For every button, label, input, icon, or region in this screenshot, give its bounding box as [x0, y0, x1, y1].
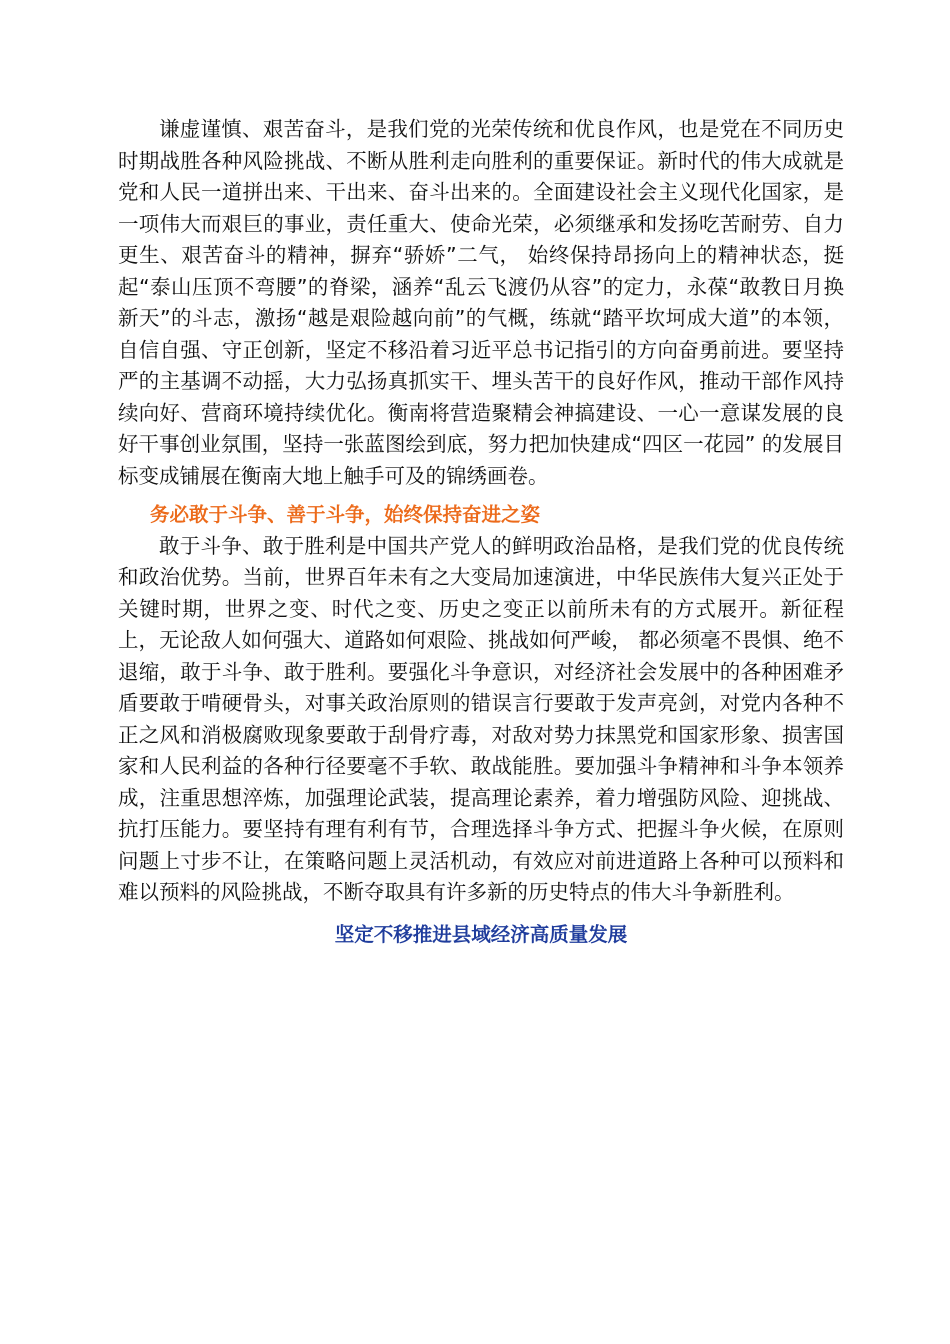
document-page: [118, 114, 844, 950]
section-heading-economy: 坚定不移推进县域经济高质量发展: [334, 922, 628, 946]
section-heading-struggle: 务必敢于斗争、善于斗争，始终保持奋进之姿: [150, 503, 541, 526]
paragraph-1: 谦虚谨慎、艰苦奋斗，是我们党的光荣传统和优良作风，也是党在不同历史时期战胜各种风险挑战、不断从胜利走向胜利的重要保证。新时代的伟大成就是党和人民一道拼出来、干出来、奋斗出来的。全面建设社会主义现代化国家，是一项伟大而艰巨的事业，责任重大、使命光荣，必须继承和发扬吃苦耐劳、自力更生、艰苦奋斗的精神，摒弃“骄娇”二气， 始终保持昂扬向上的精神状态，挺起“泰山压顶不弯腰”的脊梁，涵养“乱云飞渡仍从容”的定力，永葆“敢教日月换新天”的斗志，激扬“越是艰险越向前”的气概，练就“踏平坎坷成大道”的本领，自信自强、守正创新，坚定不移沿着习近平总书记指引的方向奋勇前进。要坚持严的主基调不动摇，大力弘扬真抓实干、埋头苦干的良好作风，推动干部作风持续向好、营商环境持续优化。衡南将营造聚精会神搞建设、一心一意谋发展的良好干事创业氛围，坚持一张蓝图绘到底，努力把加快建成“四区一花园” 的发展目标变成铺展在衡南大地上触手可及的锦绣画卷。: [118, 117, 844, 488]
paragraph-2: 敢于斗争、敢于胜利是中国共产党人的鲜明政治品格，是我们党的优良传统和政治优势。当前，世界百年未有之大变局加速演进，中华民族伟大复兴正处于关键时期，世界之变、时代之变、历史之变正以前所未有的方式展开。新征程上，无论敌人如何强大、道路如何艰险、挑战如何严峻， 都必须毫不畏惧、绝不退缩，敢于斗争、敢于胜利。要强化斗争意识，对经济社会发展中的各种困难矛盾要敢于啃硬骨头，对事关政治原则的错误言行要敢于发声亮剑，对党内各种不正之风和消极腐败现象要敢于刮骨疗毒，对敌对势力抹黑党和国家形象、损害国家和人民利益的各种行径要毫不手软、敢战能胜。要加强斗争精神和斗争本领养成，注重思想淬炼，加强理论武装，提高理论素养，着力增强防风险、迎挑战、抗打压能力。要坚持有理有利有节，合理选择斗争方式、把握斗争火候，在原则问题上寸步不让，在策略问题上灵活机动，有效应对前进道路上各种可以预料和难以预料的风险挑战，不断夺取具有许多新的历史特点的伟大斗争新胜利。: [118, 533, 844, 904]
